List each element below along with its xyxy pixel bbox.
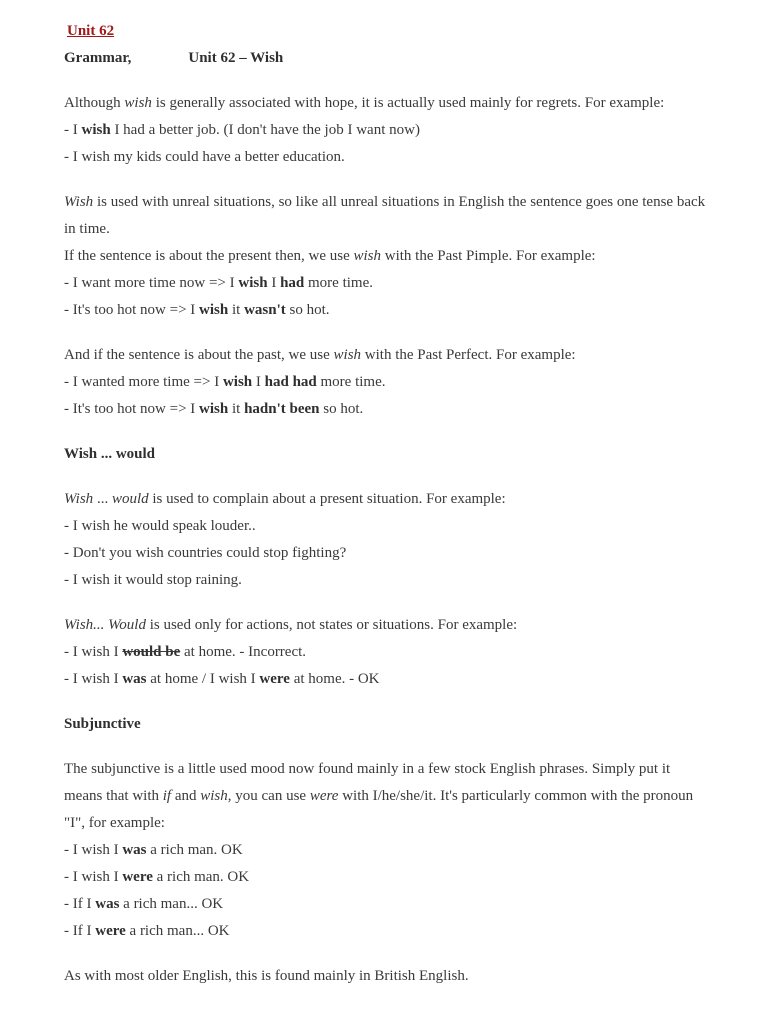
past-example-1: - I wanted more time => I wish I had had more time. xyxy=(64,374,386,390)
intro-line-1: Although wish is generally associated with hope, it is actually used mainly for regrets. For example: xyxy=(64,95,665,111)
unreal-example-2: - It's too hot now => I wish it wasn't so hot. xyxy=(64,302,330,318)
would-ok-example: - I wish I was at home / I wish I were at home. - OK xyxy=(64,671,380,687)
intro-example-1: - I wish I had a better job. (I don't have the job I want now) xyxy=(64,122,420,138)
subjunctive-heading: Subjunctive xyxy=(64,716,141,732)
would-line-1: Wish ... would is used to complain about a present situation. For example: xyxy=(64,491,506,507)
subjunctive-example-3: - If I was a rich man... OK xyxy=(64,896,224,912)
intro-example-2: - I wish my kids could have a better education. xyxy=(64,149,345,165)
subjunctive-line-1: The subjunctive is a little used mood now found mainly in a few stock English phrases. Simply put it xyxy=(64,761,671,777)
unreal-example-1: - I want more time now => I wish I had more time. xyxy=(64,275,373,291)
would-example-1: - I wish he would speak louder.. xyxy=(64,518,256,534)
document-page xyxy=(64,18,714,990)
grammar-label: Grammar, xyxy=(64,50,132,66)
subjunctive-line-3: "I", for example: xyxy=(64,815,165,831)
closing-line: As with most older English, this is found mainly in British English. xyxy=(64,968,469,984)
document-heading xyxy=(64,45,714,72)
unit-62-link[interactable]: Unit 62 xyxy=(67,23,115,39)
subjunctive-example-1: - I wish I was a rich man. OK xyxy=(64,842,243,858)
unreal-line-3: If the sentence is about the present then, we use wish with the Past Pimple. For example: xyxy=(64,248,596,264)
subjunctive-example-2: - I wish I were a rich man. OK xyxy=(64,869,250,885)
unreal-line-2: in time. xyxy=(64,221,110,237)
subjunctive-example-4: - If I were a rich man... OK xyxy=(64,923,230,939)
unit-title: Unit 62 – Wish xyxy=(188,50,284,66)
subjunctive-line-2: means that with if and wish, you can use were with I/he/she/it. It's particularly common with the pronoun xyxy=(64,788,694,804)
would-example-3: - I wish it would stop raining. xyxy=(64,572,242,588)
unreal-line-1: Wish is used with unreal situations, so like all unreal situations in English the sentence goes one tense back xyxy=(64,194,706,210)
would-example-2: - Don't you wish countries could stop fighting? xyxy=(64,545,347,561)
would-line-2: Wish... Would is used only for actions, not states or situations. For example: xyxy=(64,617,518,633)
past-example-2: - It's too hot now => I wish it hadn't been so hot. xyxy=(64,401,364,417)
past-line-1: And if the sentence is about the past, we use wish with the Past Perfect. For example: xyxy=(64,347,576,363)
would-incorrect-example: - I wish I would be at home. - Incorrect. xyxy=(64,644,307,660)
wish-would-heading: Wish ... would xyxy=(64,446,156,462)
unit-link-row xyxy=(64,18,714,45)
